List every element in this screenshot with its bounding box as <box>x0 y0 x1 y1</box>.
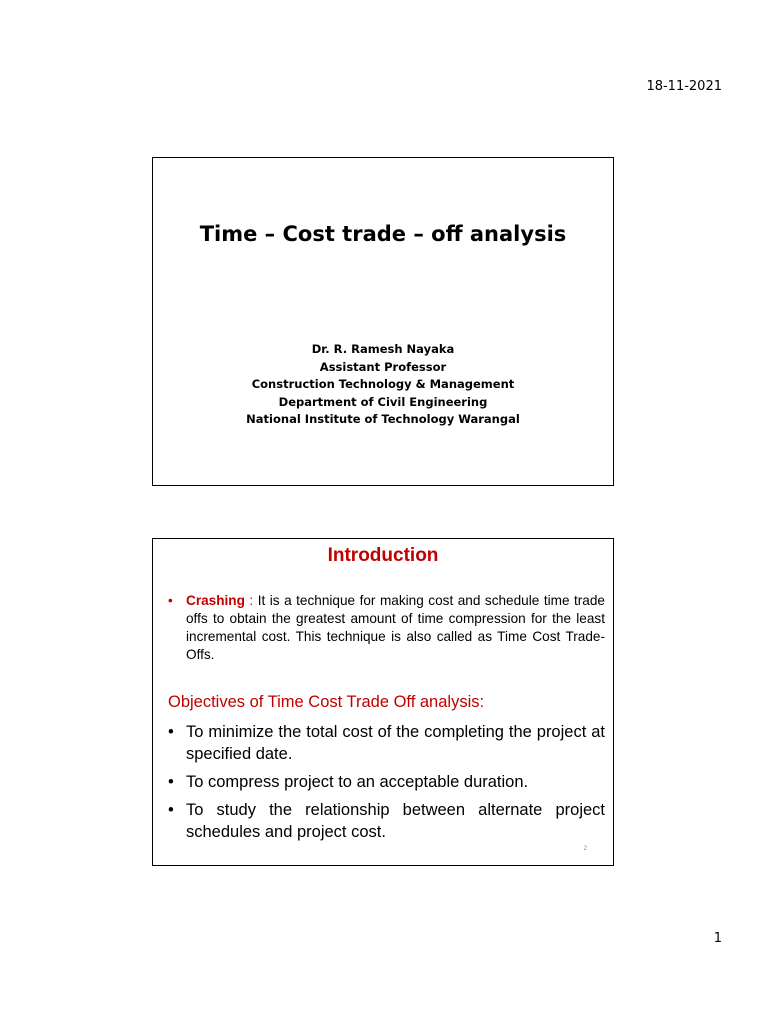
crashing-definition: It is a technique for making cost and schedule time trade offs to obtain the greatest amount of time compression for the least incremental cost. This technique is also called as Time Cost Trade-Offs. <box>186 593 605 662</box>
objective-bullet: • <box>168 801 174 819</box>
author-designation: Assistant Professor <box>319 359 447 374</box>
objective-text: To minimize the total cost of the completing the project at specified date. <box>186 723 605 763</box>
title-slide <box>152 157 614 486</box>
objectives-list <box>168 721 605 849</box>
author-name: Dr. R. Ramesh Nayaka <box>311 342 455 356</box>
slide-number: 2 <box>583 846 587 852</box>
introduction-heading: Introduction <box>327 545 439 566</box>
author-department: Department of Civil Engineering <box>278 394 488 409</box>
author-specialization: Construction Technology & Management <box>251 377 515 391</box>
page-date: 18-11-2021 <box>646 79 722 94</box>
author-institute: National Institute of Technology Warangal <box>246 412 520 426</box>
crashing-bullet: • <box>168 593 173 608</box>
objectives-heading: Objectives of Time Cost Trade Off analysis: <box>168 693 485 711</box>
objective-bullet: • <box>168 773 174 791</box>
objective-text: To compress project to an acceptable duration. <box>186 773 529 791</box>
crashing-term: Crashing <box>186 593 245 608</box>
crashing-bullet-row <box>168 592 605 664</box>
introduction-slide <box>152 538 614 866</box>
crashing-paragraph <box>168 592 605 664</box>
objective-bullet: • <box>168 723 174 741</box>
page-number: 1 <box>713 931 722 946</box>
objective-item <box>168 721 605 765</box>
crashing-text <box>186 592 605 664</box>
slide-title: Time – Cost trade – off analysis <box>199 222 567 246</box>
objective-text: To study the relationship between alternate project schedules and project cost. <box>186 801 605 841</box>
objective-item <box>168 799 605 843</box>
objective-item <box>168 771 605 793</box>
author-block <box>153 341 613 429</box>
crashing-colon: : <box>244 593 254 608</box>
